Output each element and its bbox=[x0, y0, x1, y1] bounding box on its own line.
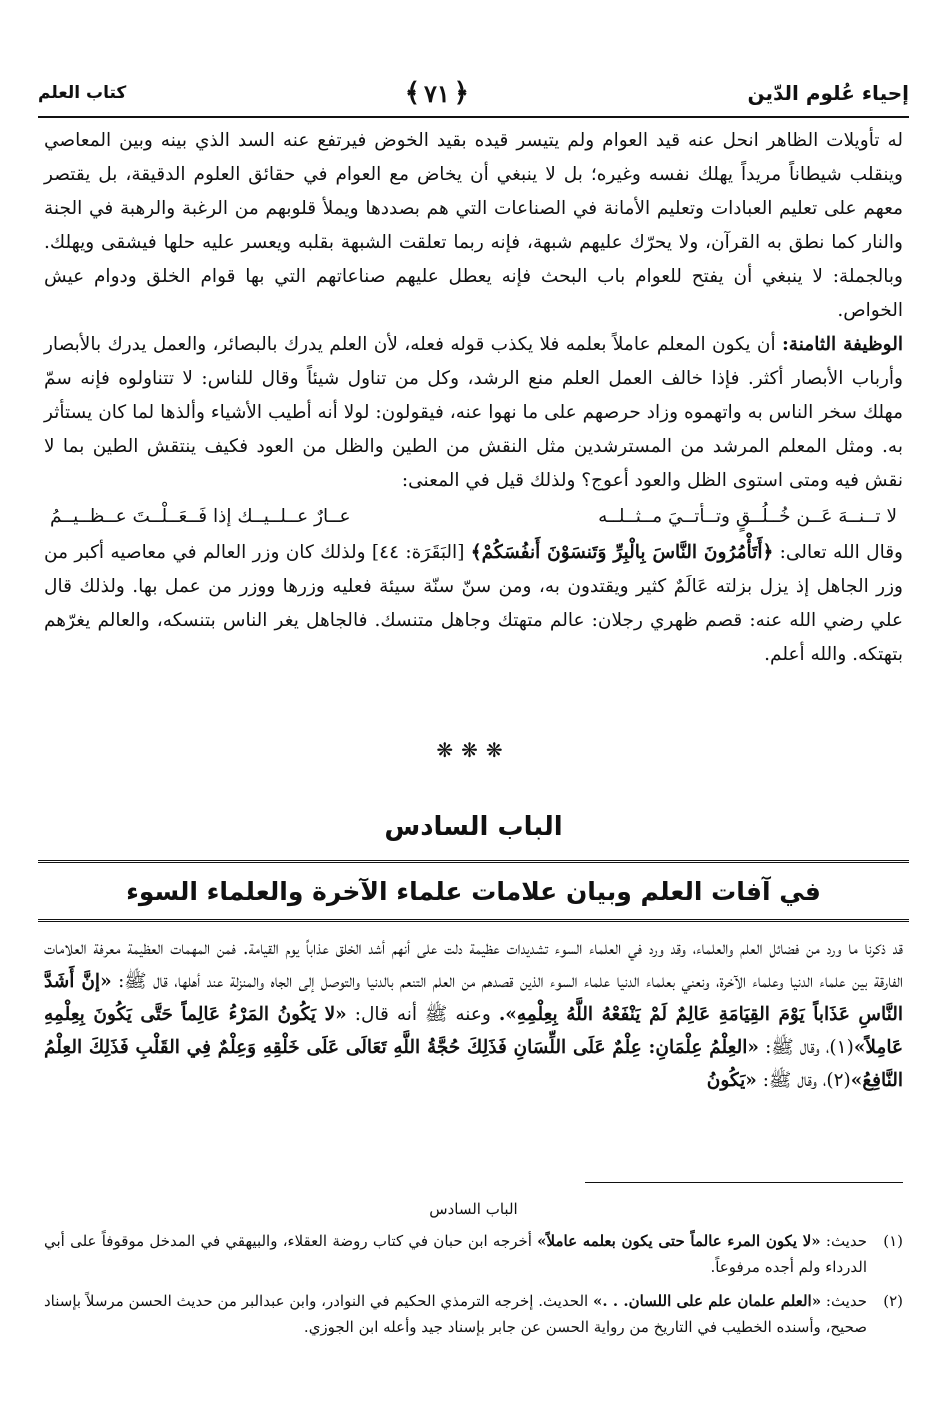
footnote-number: (٢) bbox=[883, 1292, 903, 1310]
footnotes bbox=[44, 1228, 903, 1348]
footnote-body: الحديث. إخرجه الترمذي الحكيم في النوادر، وابن عبدالبر من حديث الحسن مرسلاً بإسناد صحيح، وأسنده الخطيب في التاريخ من رواية الحسن عن جابر بإسناد جيد وأعله ابن الجوزي. bbox=[44, 1292, 867, 1336]
intro-text: وعنه ﷺ أنه قال: bbox=[346, 1004, 499, 1025]
duty-text: أن يكون المعلم عاملاً بعلمه فلا يكذب قوله فعله، لأن العلم يدرك بالبصائر، والعمل يدرك بالأبصار وأرباب الأبصار أكثر. فإذا خالف العمل العلم منع الرشد، وكل من تناول شيئاً وقال للناس: لا تتناولوه فإنه سمّ مهلك سخر الناس به واتهموه وزاد حرصهم على ما نهوا عنه، فيقولون: لولا أنه أطيب الأشياء وألذها لما كان يستأثر به. ومثل المعلم المرشد من المسترشدين مثل النقش من الطين والظل من العود فكيف ينتقش الطين بما لا نقش فيه ومتى استوى الظل والعود أعوج؟ ولذلك قيل في المعنى: bbox=[44, 334, 903, 491]
book-title: إحياء عُلوم الدّين bbox=[747, 81, 909, 105]
paragraph-text: ولذلك كان وزر العالم في معاصيه أكبر من وزر الجاهل إذ يزل بزلته عَالَمٌ كثير ويقتدون به، ومن سنّ سنّة سيئة فعليه وزرها ووزر من عمل بها. ولذلك قال علي رضي الله عنه: قصم ظهري رجلان: عالم متهتك وجاهل متنسك. فالجاهل يغر الناس بتنسكه، والعالم يغرّهم بتهتكه. والله أعلم. bbox=[44, 542, 903, 665]
paragraph bbox=[44, 536, 903, 672]
footnote-number: (١) bbox=[883, 1232, 903, 1250]
page-number-value: ٧١ bbox=[423, 78, 450, 108]
intro-text: (١)، وقال ﷺ: bbox=[758, 1037, 854, 1058]
quran-intro: وقال الله تعالى: bbox=[773, 542, 903, 563]
footnote-text bbox=[44, 1288, 867, 1340]
verse-first-hemistich: لا تــنــهَ عَــن خُــلُــقٍ وتــأتــيَ مــثــلــه bbox=[598, 506, 897, 527]
page-number bbox=[405, 78, 469, 108]
hadith-quote: «العِلْمُ عِلْمَانِ: عِلْمٌ عَلَى اللِّسَانِ فَذَلِكَ حُجَّةُ اللَّهِ تَعَالَى عَلَى خَلْقِهِ وَعِلْمٌ فِي القَلْبِ فَذَلِكَ العِلْمُ النَّافِعُ» bbox=[44, 1037, 903, 1091]
chapter-intro bbox=[44, 932, 903, 1097]
intro-text: قد ذكرنا ما ورد من فضائل العلم والعلماء، وقد ورد في العلماء السوء تشديدات عظيمة دلت على أنهم أشد الخلق عذاباً يوم القيامة. فمن المهمات العظيمة معرفة العلامات الفارقة بين علماء الدنيا وعلماء الآخرة، ونعني بعلماء الدنيا علماء السوء الذين قصدهم من العلم التنعم بالدنيا والتوصل إلى الجاه والمنزلة عند أهلها، قال ﷺ: bbox=[44, 938, 903, 992]
section-title: كتاب العلم bbox=[38, 83, 127, 103]
paragraph bbox=[44, 328, 903, 498]
hadith-quote: «يَكُونُ bbox=[706, 1070, 757, 1091]
chapter-subtitle bbox=[38, 860, 909, 922]
footnote bbox=[44, 1228, 903, 1280]
footnote-quote: «العلم علمان علم على اللسان. . .» bbox=[593, 1292, 822, 1310]
running-header bbox=[38, 70, 909, 118]
footnote-quote: «لا يكون المرء عالماً حتى يكون بعلمه عاملاً» bbox=[537, 1232, 821, 1250]
footnote-divider bbox=[585, 1182, 903, 1183]
quran-reference: [البَقَرَة: ٤٤] bbox=[365, 542, 471, 563]
chapter-subtitle-text: في آفات العلم وبيان علامات علماء الآخرة والعلماء السوء bbox=[126, 876, 821, 906]
poem-verse bbox=[44, 498, 903, 536]
paragraph: له تأويلات الظاهر انحل عنه قيد العوام ولم يتيسر قيده بقيد الخوض فيرتفع عنه السد الذي بينه وبين المعاصي وينقلب شيطاناً مريداً يهلك نفسه وغيره؛ بل لا ينبغي أن يخاض مع العوام في حقائق العلوم الدقيقة، بل يقتصر معهم على تعليم العبادات وتعليم الأمانة في الصناعات التي هم بصددها ويملأ قلوبهم من الرغبة والرهبة في الجنة والنار كما نطق به القرآن، ولا يحرّك عليهم شبهة، فإنه ربما تعلقت الشبهة بقلبه ويعسر عليه حلها فيشقى ويهلك. وبالجملة: لا ينبغي أن يفتح للعوام باب البحث فإنه يعطل عليهم صناعاتهم التي بها قوام الخلق ودوام عيش الخواص. bbox=[44, 130, 903, 321]
hadith-quote: «لا يَكُونُ المَرْءُ عَالِماً حَتَّى يَكُونَ بِعِلْمِهِ عَامِلاً» bbox=[44, 1004, 903, 1058]
verse-second-hemistich: عــارٌ عــلــيــك إذا فَــعَــلْــتَ عــظــيــمُ bbox=[50, 506, 351, 527]
footnote-heading: الباب السادس bbox=[429, 1200, 518, 1218]
footnote-text bbox=[44, 1228, 867, 1280]
ornament-brace-icon: ﴿ bbox=[453, 78, 469, 108]
footnote bbox=[44, 1288, 903, 1340]
section-separator-icon: ❋❋❋ bbox=[436, 738, 511, 762]
ornament-brace-icon: ﴾ bbox=[404, 78, 420, 108]
paragraph bbox=[44, 932, 903, 1097]
duty-heading: الوظيفة الثامنة: bbox=[781, 334, 904, 355]
main-text bbox=[44, 124, 903, 672]
quran-verse: ﴿أَتَأْمُرُونَ النَّاسَ بِالْبِرِّ وَتَنسَوْنَ أَنفُسَكُمْ﴾ bbox=[470, 542, 774, 563]
chapter-title: الباب السادس bbox=[384, 812, 563, 842]
footnote-body: أخرجه ابن حبان في كتاب روضة العقلاء، والبيهقي في المدخل موقوفاً على أبي الدرداء ولم أجده مرفوعاً. bbox=[44, 1232, 867, 1276]
footnote-prefix: حديث: bbox=[820, 1232, 868, 1250]
hadith-quote: «إنَّ أَشَدَّ النَّاسِ عَذَاباً يَوْمَ القِيَامَةِ عَالِمٌ لَمْ يَنْفَعْهُ اللَّهُ بِعِلْمِهِ». bbox=[44, 971, 903, 1025]
intro-text: (٢)، وقال ﷺ: bbox=[756, 1070, 851, 1091]
footnote-prefix: حديث: bbox=[821, 1292, 868, 1310]
